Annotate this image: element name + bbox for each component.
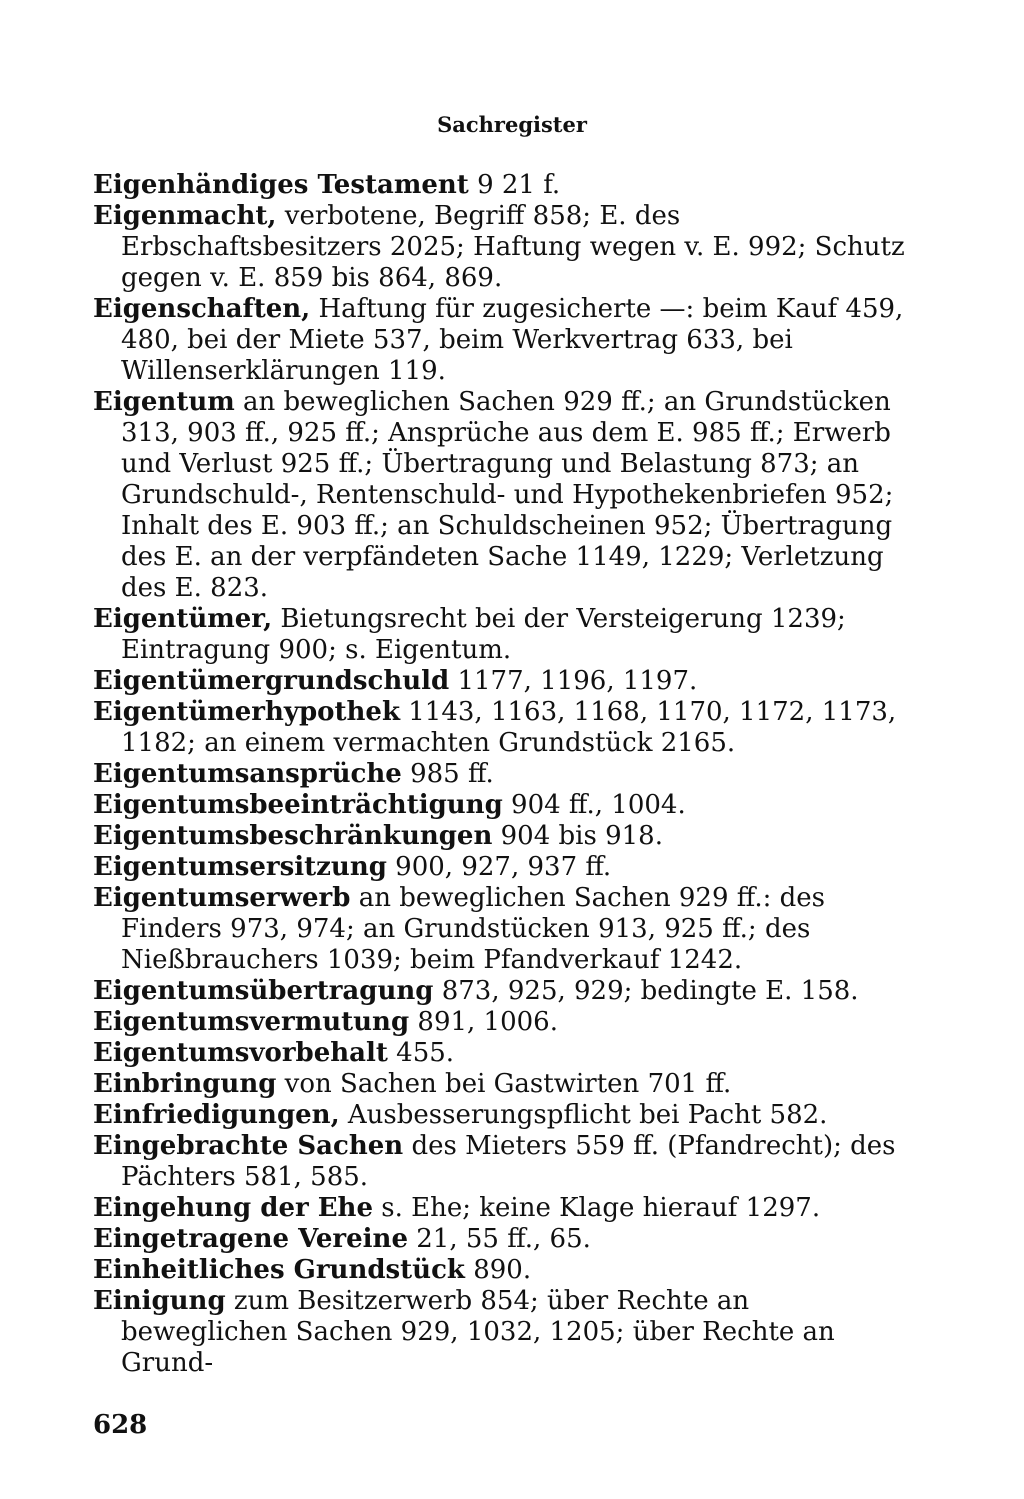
- index-term: Eingetragene Vereine: [93, 1224, 408, 1254]
- index-entry: [93, 1193, 913, 1224]
- index-term: Einfriedigungen,: [93, 1100, 340, 1130]
- index-references: 985 ff.: [401, 759, 494, 789]
- index-term: Eigentumsersitzung: [93, 852, 387, 882]
- index-term: Eigentumsbeeinträchtigung: [93, 790, 503, 820]
- index-term: Einigung: [93, 1286, 226, 1316]
- index-entries: [93, 170, 913, 1379]
- index-term: Eigentumsübertragung: [93, 976, 434, 1006]
- index-term: Eingebrachte Sachen: [93, 1131, 404, 1161]
- index-references: 904 ff., 1004.: [502, 790, 686, 820]
- index-entry: [93, 201, 913, 294]
- index-entry: [93, 1038, 913, 1069]
- index-term: Eigentumsvorbehalt: [93, 1038, 388, 1068]
- index-entry: [93, 821, 913, 852]
- index-entry: [93, 1286, 913, 1379]
- index-references: von Sachen bei Gastwirten 701 ff.: [276, 1069, 732, 1099]
- index-references: 890.: [464, 1255, 532, 1285]
- index-entry: [93, 976, 913, 1007]
- index-entry: [93, 604, 913, 666]
- index-term: Eigenmacht,: [93, 201, 277, 231]
- index-references: zum Besitzerwerb 854; über Rechte an beweglichen Sachen 929, 1032, 1205; über Rechte an Grund-: [121, 1286, 835, 1378]
- index-references: Haftung für zugesicherte —: beim Kauf 459, 480, bei der Miete 537, beim Werkvertrag 633, bei Willenserklärungen 119.: [121, 294, 904, 386]
- index-entry: [93, 852, 913, 883]
- index-term: Eigentumsbeschränkungen: [93, 821, 493, 851]
- index-references: 21, 55 ff., 65.: [407, 1224, 591, 1254]
- index-entry: [93, 790, 913, 821]
- index-entry: [93, 666, 913, 697]
- index-term: Eigentumserwerb: [93, 883, 351, 913]
- index-references: 904 bis 918.: [492, 821, 663, 851]
- index-term: Eigentum: [93, 387, 235, 417]
- index-term: Eigenhändiges Testament: [93, 170, 469, 200]
- index-term: Einheitliches Grundstück: [93, 1255, 465, 1285]
- index-entry: [93, 1069, 913, 1100]
- index-references: 1177, 1196, 1197.: [449, 666, 698, 696]
- index-entry: [93, 1224, 913, 1255]
- index-entry: [93, 170, 913, 201]
- index-references: verbotene, Begriff 858; E. des Erbschaftsbesitzers 2025; Haftung wegen v. E. 992; Schutz gegen v. E. 859 bis 864, 869.: [121, 201, 905, 293]
- index-term: Eigentumsvermutung: [93, 1007, 410, 1037]
- index-term: Eigentumsansprüche: [93, 759, 402, 789]
- index-entry: [93, 387, 913, 604]
- page-number: 628: [93, 1410, 148, 1440]
- index-entry: [93, 1131, 913, 1193]
- index-term: Eigentümer,: [93, 604, 273, 634]
- index-references: an beweglichen Sachen 929 ff.: des Finders 973, 974; an Grundstücken 913, 925 ff.; des Nießbrauchers 1039; beim Pfandverkauf 1242.: [121, 883, 825, 975]
- index-references: 891, 1006.: [409, 1007, 558, 1037]
- index-term: Eigentümerhypothek: [93, 697, 400, 727]
- index-term: Eingehung der Ehe: [93, 1193, 373, 1223]
- index-entry: [93, 1255, 913, 1286]
- index-term: Eigenschaften,: [93, 294, 311, 324]
- index-entry: [93, 294, 913, 387]
- index-references: Ausbesserungspflicht bei Pacht 582.: [339, 1100, 828, 1130]
- index-term: Einbringung: [93, 1069, 277, 1099]
- index-entry: [93, 697, 913, 759]
- index-term: Eigentümergrundschuld: [93, 666, 450, 696]
- index-references: 455.: [387, 1038, 455, 1068]
- index-references: Bietungsrecht bei der Versteigerung 1239; Eintragung 900; s. Eigentum.: [121, 604, 846, 665]
- index-references: 900, 927, 937 ff.: [386, 852, 612, 882]
- index-entry: [93, 883, 913, 976]
- index-references: des Mieters 559 ff. (Pfandrecht); des Pächters 581, 585.: [121, 1131, 896, 1192]
- index-references: s. Ehe; keine Klage hierauf 1297.: [373, 1193, 821, 1223]
- index-references: 9 21 f.: [468, 170, 561, 200]
- running-header: Sachregister: [437, 112, 587, 137]
- index-entry: [93, 1007, 913, 1038]
- index-entry: [93, 1100, 913, 1131]
- index-references: an beweglichen Sachen 929 ff.; an Grundstücken 313, 903 ff., 925 ff.; Ansprüche aus dem E. 985 ff.; Erwerb und Verlust 925 ff.; Übertragung und Belastung 873; an Grundschuld-, Rentenschuld- und Hypothekenbriefen 952; Inhalt des E. 903 ff.; an Schuldscheinen 952; Übertragung des E. an der verpfändeten Sache 1149, 1229; Verletzung des E. 823.: [121, 387, 894, 603]
- index-references: 1143, 1163, 1168, 1170, 1172, 1173, 1182; an einem vermachten Grundstück 2165.: [121, 697, 897, 758]
- index-entry: [93, 759, 913, 790]
- index-references: 873, 925, 929; bedingte E. 158.: [433, 976, 859, 1006]
